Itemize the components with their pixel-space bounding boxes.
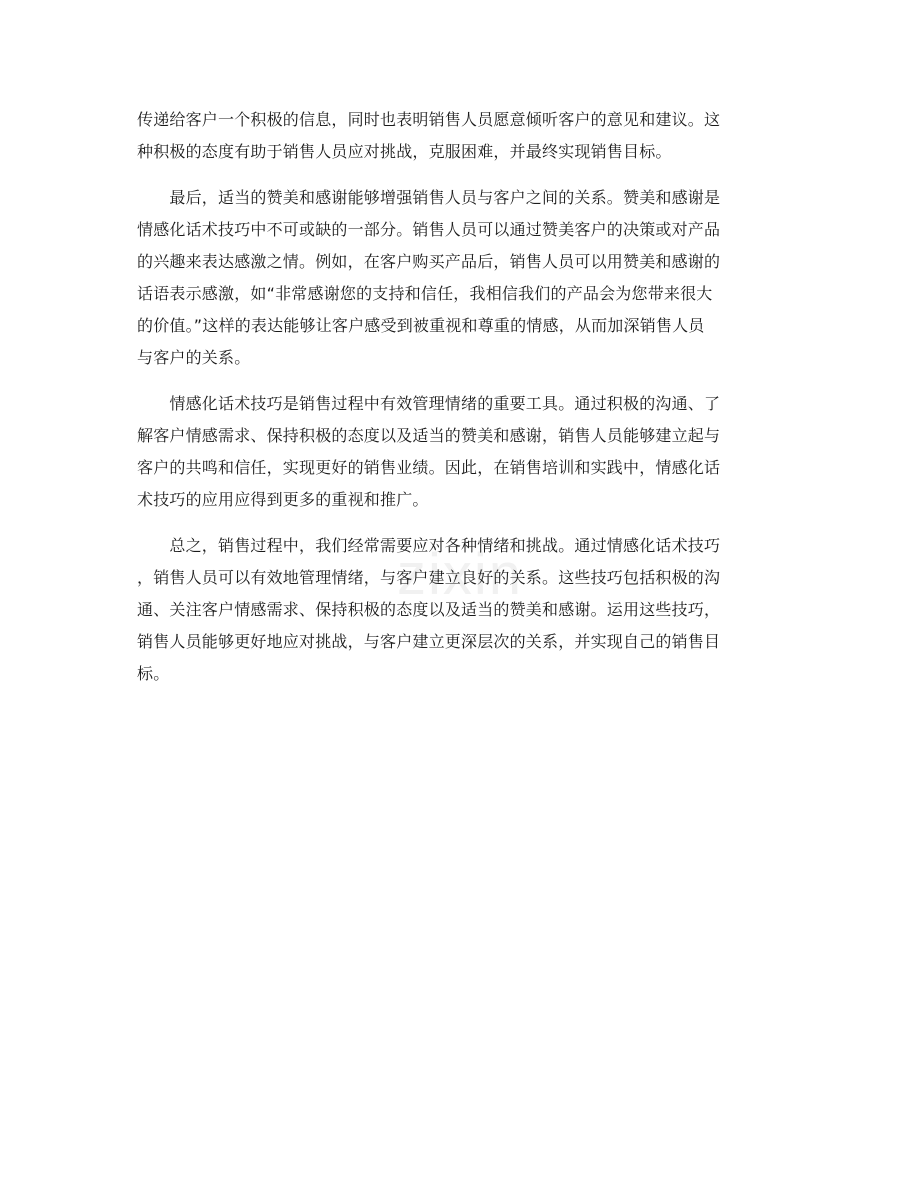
text-line: 的价值。”这样的表达能够让客户感受到被重视和尊重的情感，从而加深销售人员 [137,316,705,335]
text-line: 情感化话术技巧中不可或缺的一部分。销售人员可以通过赞美客户的决策或对产品 [137,220,721,239]
paragraph-3 [137,388,797,516]
paragraph-gap [137,516,797,530]
text-line: 客户的共鸣和信任，实现更好的销售业绩。因此，在销售培训和实践中，情感化话 [137,458,721,477]
paragraph-gap [137,374,797,388]
paragraph-gap [137,168,797,182]
paragraph-2 [137,182,797,374]
text-line: ，销售人员可以有效地管理情绪，与客户建立良好的关系。这些技巧包括积极的沟 [137,568,721,587]
text-line: 总之，销售过程中，我们经常需要应对各种情绪和挑战。通过情感化话术技巧 [137,536,721,555]
paragraph-4 [137,530,797,690]
text-line: 术技巧的应用应得到更多的重视和推广。 [137,490,429,509]
text-line: 话语表示感激，如“非常感谢您的支持和信任，我相信我们的产品会为您带来很大 [137,284,713,303]
text-line: 通、关注客户情感需求、保持积极的态度以及适当的赞美和感谢。运用这些技巧， [137,600,721,619]
text-line: 销售人员能够更好地应对挑战，与客户建立更深层次的关系，并实现自己的销售目 [137,632,721,651]
text-line: 的兴趣来表达感激之情。例如，在客户购买产品后，销售人员可以用赞美和感谢的 [137,252,721,271]
watermark: zixin [396,542,524,607]
paragraph-1 [137,104,797,168]
body-text [137,104,797,690]
text-line: 情感化话术技巧是销售过程中有效管理情绪的重要工具。通过积极的沟通、了 [137,394,721,413]
text-line: 解客户情感需求、保持积极的态度以及适当的赞美和感谢，销售人员能够建立起与 [137,426,721,445]
text-line: 传递给客户一个积极的信息，同时也表明销售人员愿意倾听客户的意见和建议。这 [137,110,721,129]
text-line: 标。 [137,664,170,683]
text-line: 种积极的态度有助于销售人员应对挑战，克服困难，并最终实现销售目标。 [137,142,672,161]
text-line: 最后，适当的赞美和感谢能够增强销售人员与客户之间的关系。赞美和感谢是 [137,188,721,207]
text-line: 与客户的关系。 [137,348,251,367]
